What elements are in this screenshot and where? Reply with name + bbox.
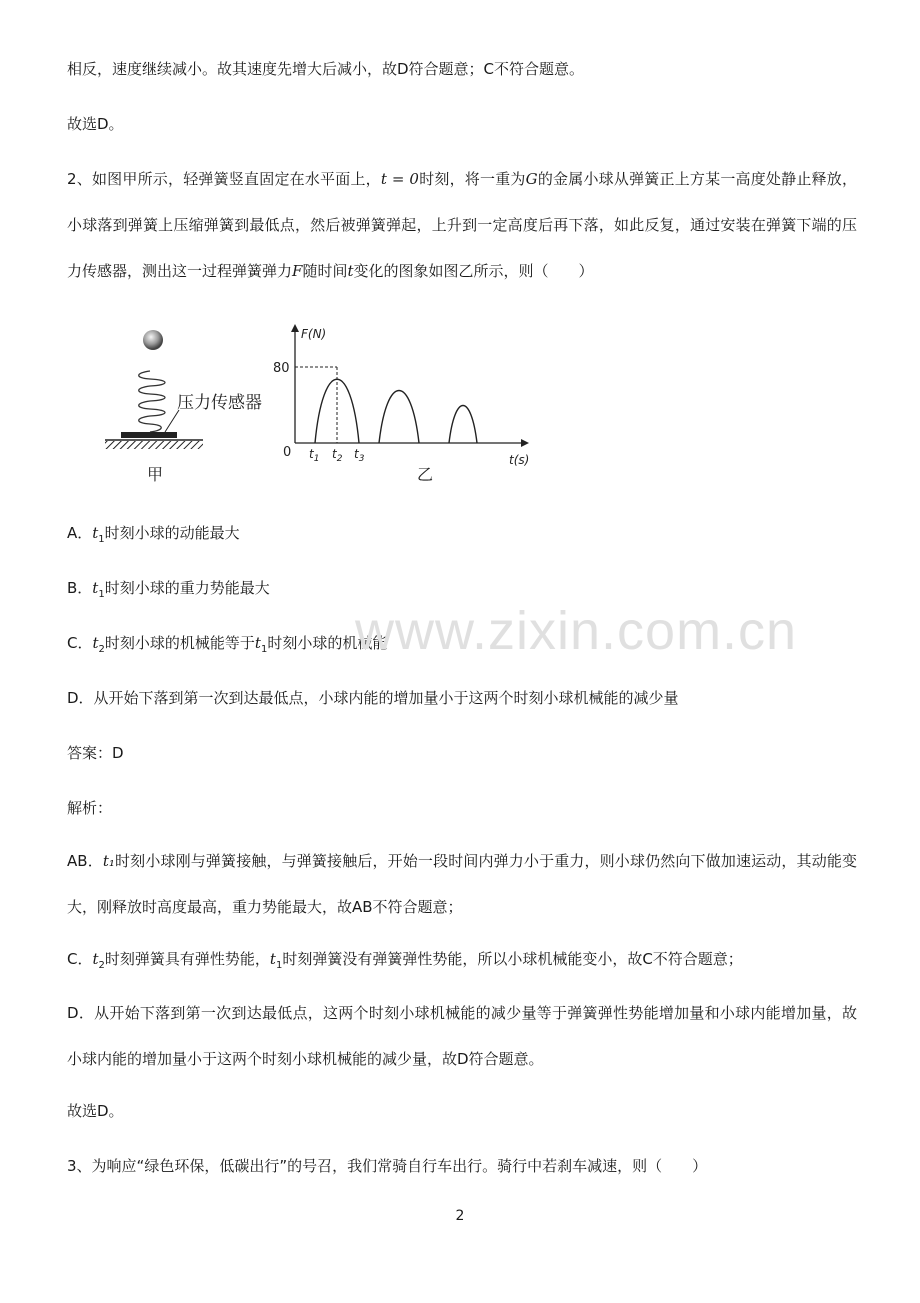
option-c: C．$t_2$时刻小球的机械能等于$t_1$时刻小球的机械能 [67, 634, 388, 655]
tick-t1: $t_1$ [309, 447, 320, 464]
q2-t0: t = 0 [380, 170, 419, 188]
option-d: D．从开始下落到第一次到达最低点，小球内能的增加量小于这两个时刻小球机械能的减少量 [67, 689, 679, 707]
physics-figure [95, 318, 545, 488]
figure-caption-jia: 甲 [147, 465, 164, 484]
analysis-heading: 解析： [67, 799, 113, 817]
answer: 答案：D [67, 744, 124, 762]
spring [139, 371, 165, 432]
figure-caption-yi: 乙 [417, 465, 434, 484]
pressure-sensor [121, 432, 177, 438]
tick-t3: $t_3$ [354, 447, 365, 464]
ground-hatch [105, 441, 203, 449]
q2-text: 随时间 [302, 262, 348, 280]
text-line: 故选D。 [67, 115, 124, 133]
option-a: A．$t_1$时刻小球的动能最大 [67, 524, 240, 545]
q2-F: F [292, 262, 303, 280]
text-line: 相反，速度继续减小。故其速度先增大后减小，故D符合题意；C不符合题意。 [67, 60, 585, 78]
analysis-d: D．从开始下落到第一次到达最低点，这两个时刻小球机械能的减少量等于弹簧弹性势能增加量和小球内能增加量，故小球内能的增加量小于这两个时刻小球机械能的减少量，故D符合题意。 [67, 1004, 857, 1068]
sensor-label: 压力传感器 [177, 393, 262, 413]
y-tick-80: 80 [273, 361, 290, 376]
q2-text: 2、如图甲所示，轻弹簧竖直固定在水平面上， [67, 170, 381, 188]
origin-label: 0 [283, 445, 292, 460]
q2-t: t [347, 262, 354, 280]
q2-G: G [525, 170, 538, 188]
curve-peak-3 [449, 406, 477, 444]
sensor-leader [165, 410, 179, 432]
option-b: B．$t_1$时刻小球的重力势能最大 [67, 579, 270, 600]
question-2 [67, 156, 857, 294]
q2-text: 时刻，将一重为 [418, 170, 526, 188]
analysis-ab: AB．t₁时刻小球刚与弹簧接触，与弹簧接触后，开始一段时间内弹力小于重力，则小球仍然向下做加速运动，其动能变大，刚释放时高度最高，重力势能最大，故AB不符合题意； [67, 852, 857, 916]
y-axis-label: F(N) [301, 327, 327, 341]
x-axis-arrow [521, 439, 529, 447]
page-number: 2 [455, 1208, 465, 1224]
watermark: www.zixin.com.cn [355, 601, 798, 661]
metal-ball [143, 330, 163, 350]
x-axis-label: t(s) [509, 453, 530, 467]
curve-peak-2 [379, 391, 419, 444]
analysis-c: C．$t_2$时刻弹簧具有弹性势能，$t_1$时刻弹簧没有弹簧弹性势能，所以小球机械能变小，故C不符合题意； [67, 950, 743, 971]
q2-text: 的金属小球从弹簧正上方某一高度处静止释放，小球落到弹簧上压缩弹簧到最低点，然后被弹簧弹起，上升到一定高度后再下落，如此反复，通过安装在弹簧下端的压力传感器，测出这一过程弹簧弹力 [67, 170, 857, 280]
question-3: 3、为响应“绿色环保，低碳出行”的号召，我们常骑自行车出行。骑行中若刹车减速，则（ ） [67, 1157, 708, 1175]
y-axis-arrow [291, 324, 299, 332]
q2-text: 变化的图象如图乙所示，则（ ） [353, 262, 594, 280]
tick-t2: $t_2$ [332, 447, 343, 464]
text-line: 故选D。 [67, 1102, 124, 1120]
